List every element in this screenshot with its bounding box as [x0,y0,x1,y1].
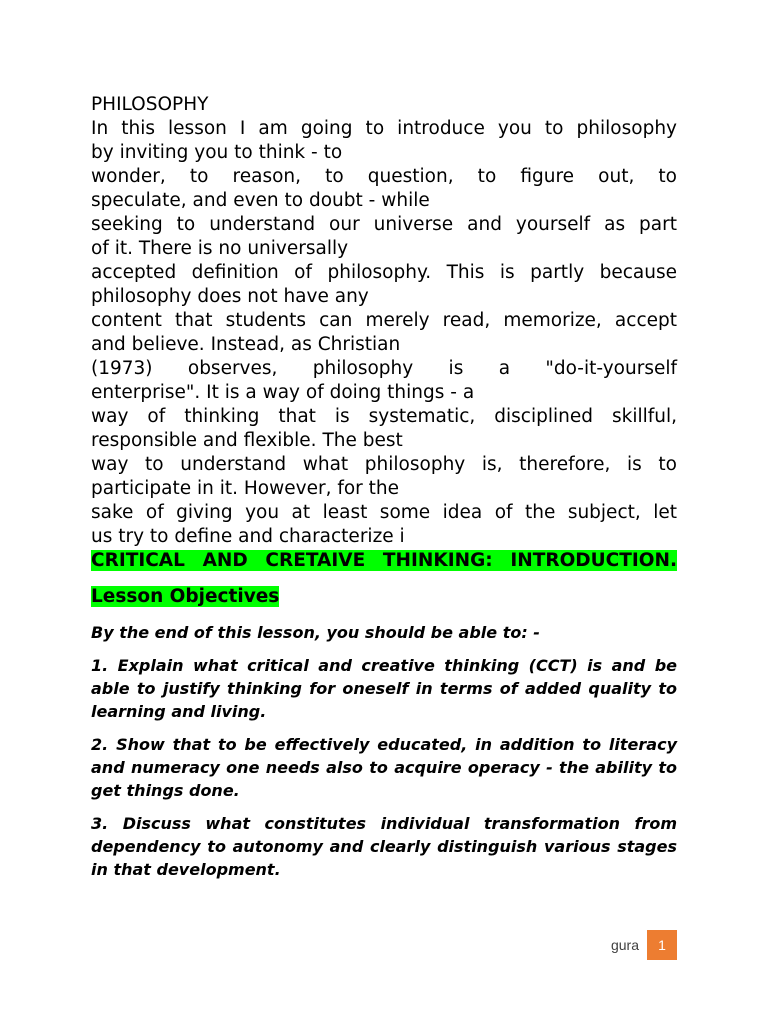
footer-author: gura [610,937,639,953]
body-line: seeking to understand our universe and yourself as part [91,214,677,235]
body-line: (1973) observes, philosophy is a "do-it-yourself [91,358,677,379]
body-line: content that students can merely read, memorize, accept [91,310,677,331]
section-heading-objectives [91,585,677,609]
page-number-badge: 1 [647,930,677,960]
body-line: responsible and flexible. The best [91,430,403,451]
body-line: accepted definition of philosophy. This is partly because [91,262,677,283]
objective-item: 2. Show that to be effectively educated, in addition to literacy and numeracy one needs also to acquire operacy - the ability to get things done. [91,735,677,800]
document-title: PHILOSOPHY [91,94,209,115]
body-line: of it. There is no universally [91,238,349,259]
objectives-intro: By the end of this lesson, you should be able to: - [91,623,540,642]
body-line: way of thinking that is systematic, disciplined skillful, [91,406,677,427]
section-heading-cct [91,549,677,573]
page-content [91,93,677,881]
body-line: participate in it. However, for the [91,478,400,499]
body-line: and believe. Instead, as Christian [91,334,401,355]
body-line: philosophy does not have any [91,286,369,307]
body-line: way to understand what philosophy is, therefore, is to [91,454,677,475]
body-line: us try to define and characterize i [91,526,405,547]
page-footer [611,930,677,960]
body-line: speculate, and even to doubt - while [91,190,430,211]
objective-item: 1. Explain what critical and creative thinking (CCT) is and be able to justify thinking for oneself in terms of added quality to learning and living. [91,656,677,721]
body-line: sake of giving you at least some idea of the subject, let [91,502,677,523]
cct-heading-text: CRITICAL AND CRETAIVE THINKING: INTRODUCTION. [91,550,677,571]
intro-paragraph [91,117,677,549]
body-line: enterprise". It is a way of doing things - a [91,382,475,403]
body-line: by inviting you to think - to [91,142,343,163]
objective-item: 3. Discuss what constitutes individual transformation from dependency to autonomy and clearly distinguish various stages in that development. [91,814,677,879]
objectives-heading-text: Lesson Objectives [91,586,280,607]
body-line: wonder, to reason, to question, to figure out, to [91,166,677,187]
body-line: In this lesson I am going to introduce you to philosophy [91,118,677,139]
